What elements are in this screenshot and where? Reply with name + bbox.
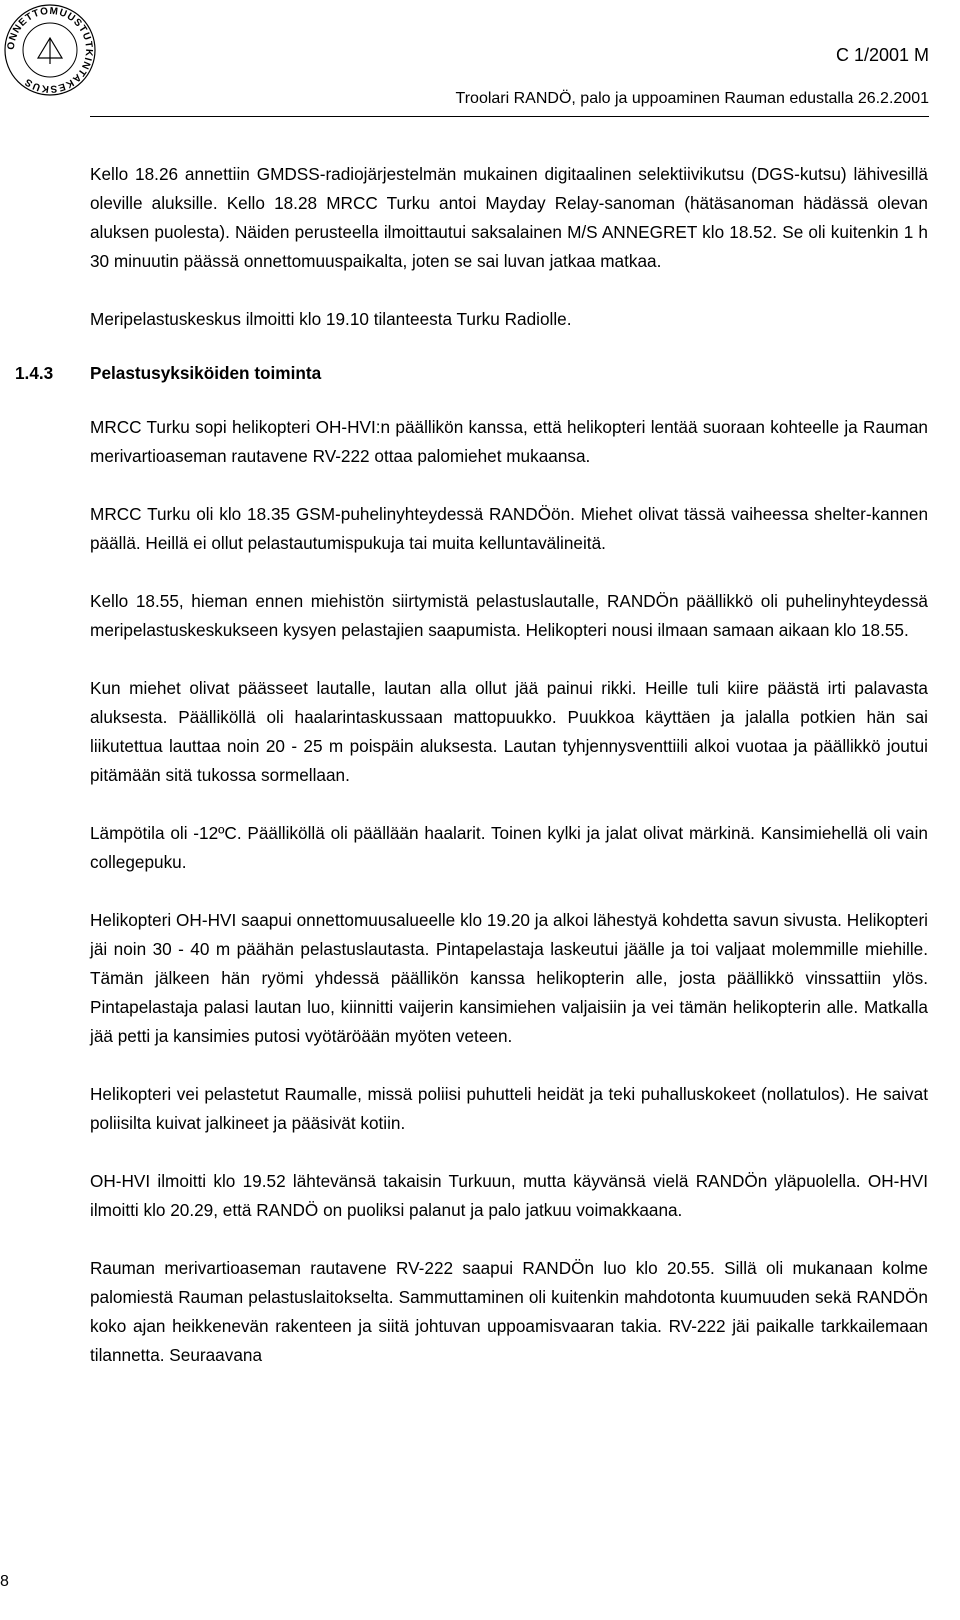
document-title: Troolari RANDÖ, palo ja uppoaminen Rauman edustalla 26.2.2001 <box>455 90 929 107</box>
body-paragraph: Kello 18.26 annettiin GMDSS-radiojärjestelmän mukainen digitaalinen selektiivikutsu (DGS-kutsu) lähivesillä oleville aluksille. Kello 18.28 MRCC Turku antoi Mayday Relay-sanoman (hätäsanoman hädässä olevan aluksen puolesta). Näiden perusteella ilmoittautui saksalainen M/S ANNEGRET klo 18.52. Se oli kuitenkin 1 h 30 minuutin päässä onnettomuuspaikalta, joten se sai luvan jatkaa matkaa. <box>90 164 928 271</box>
body-paragraph: Lämpötila oli -12ºC. Päälliköllä oli päällään haalarit. Toinen kylki ja jalat olivat märkinä. Kansimiehellä oli vain collegepuku. <box>90 823 928 872</box>
svg-text:ONNETTOMUUSTUTKINTAKESKUS: ONNETTOMUUSTUTKINTAKESKUS <box>5 5 95 95</box>
body-paragraph: Kun miehet olivat päässeet lautalle, lautan alla ollut jää painui rikki. Heille tuli kiire päästä irti palavasta aluksesta. Päälliköllä oli haalarintaskussaan mattopuukko. Puukkoa käyttäen ja jalalla potkien hän sai liikutettua lauttaa noin 20 - 25 m poispäin aluksesta. Lautan tyhjennysventtiili alkoi vuotaa ja päällikkö joutui pitämään sitä tukossa sormellaan. <box>90 678 928 785</box>
section-title: Pelastusyksiköiden toiminta <box>90 363 322 383</box>
body-paragraph: OH-HVI ilmoitti klo 19.52 lähtevänsä takaisin Turkuun, mutta käyvänsä vielä RANDÖn yläpuolella. OH-HVI ilmoitti klo 20.29, että RANDÖ on puoliksi palanut ja palo jatkuu voimakkaana. <box>90 1171 928 1220</box>
report-body <box>15 160 928 1399</box>
page-number: 8 <box>0 1573 9 1590</box>
section-number: 1.4.3 <box>15 363 54 383</box>
agency-seal-logo <box>0 0 100 100</box>
body-paragraph: Helikopteri OH-HVI saapui onnettomuusalueelle klo 19.20 ja alkoi lähestyä kohdetta savun sivusta. Helikopteri jäi noin 30 - 40 m päähän pelastuslautasta. Pintapelastaja laskeutui jäälle ja toi valjaat molemmille miehille. Tämän jälkeen hän ryömi yhdessä päällikön kanssa helikopterin alle, josta päällikkö vinssattiin ylös. Pintapelastaja palasi lautan luo, kiinnitti vaijerin kansimiehen valjaisiin ja vei tämän helikopterin alle. Matkalla jää petti ja kansimies putosi vyötäröään myöten veteen. <box>90 910 928 1046</box>
body-paragraph: Meripelastuskeskus ilmoitti klo 19.10 tilanteesta Turku Radiolle. <box>90 309 572 329</box>
body-paragraph: Helikopteri vei pelastetut Raumalle, missä poliisi puhutteli heidät ja teki puhalluskokeet (nollatulos). He saivat poliisilta kuivat jalkineet ja pääsivät kotiin. <box>90 1084 928 1133</box>
body-paragraph: MRCC Turku sopi helikopteri OH-HVI:n päällikön kanssa, että helikopteri lentää suoraan kohteelle ja Rauman merivartioaseman rautavene RV-222 ottaa palomiehet mukaansa. <box>90 417 928 466</box>
body-paragraph: Kello 18.55, hieman ennen miehistön siirtymistä pelastuslautalle, RANDÖn päällikkö oli puhelinyhteydessä meripelastuskeskukseen kysyen pelastajien saapumista. Helikopteri nousi ilmaan samaan aikaan klo 18.55. <box>90 591 928 640</box>
document-code: C 1/2001 M <box>835 45 929 65</box>
section-heading <box>15 359 928 388</box>
header-divider <box>90 116 929 117</box>
body-paragraph: MRCC Turku oli klo 18.35 GSM-puhelinyhteydessä RANDÖön. Miehet olivat tässä vaiheessa shelter-kannen päällä. Heillä ei ollut pelastautumispukuja tai muita kelluntavälineitä. <box>90 504 928 553</box>
body-paragraph: Rauman merivartioaseman rautavene RV-222 saapui RANDÖn luo klo 20.55. Sillä oli mukanaan kolme palomiestä Rauman pelastuslaitokselta. Sammuttaminen oli kuitenkin mahdotonta kuumuuden sekä RANDÖn koko ajan heikkenevän rakenteen ja siitä johtuvan uppoamisvaaran takia. RV-222 jäi paikalle tarkkailemaan tilannetta. Seuraavana <box>90 1258 928 1365</box>
